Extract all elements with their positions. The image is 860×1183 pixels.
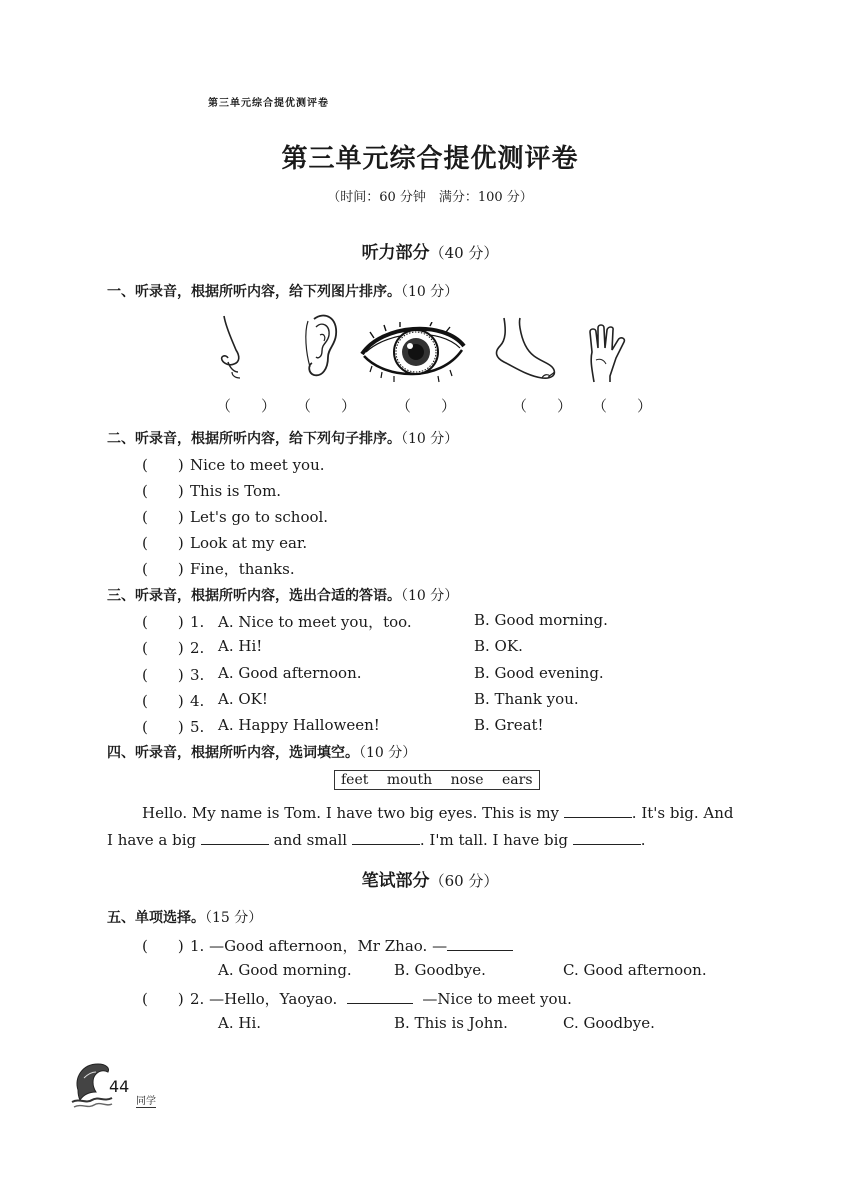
- dolphin-logo: [70, 1060, 114, 1110]
- q5-2-option-a[interactable]: A. Hi.: [218, 1014, 262, 1032]
- q1-answer-blank-4[interactable]: （ ）: [512, 397, 573, 415]
- q5-heading-text: 五、单项选择。: [107, 910, 205, 926]
- q4-text: . It's big. And: [631, 804, 734, 822]
- answer-paren[interactable]: ( ): [142, 613, 184, 631]
- q1-heading: [107, 281, 458, 301]
- q2-heading: [107, 428, 458, 448]
- answer-paren[interactable]: ( ): [142, 560, 184, 578]
- q3-item-number: 1.: [190, 613, 205, 631]
- answer-paren[interactable]: ( ): [142, 508, 184, 526]
- q1-answer-blank-5[interactable]: （ ）: [592, 397, 653, 415]
- word-box: feet mouth nose ears: [334, 770, 540, 790]
- writing-title: 笔试部分: [361, 871, 430, 891]
- q5-stem-text: 1. —Good afternoon，Mr Zhao. —: [190, 937, 448, 955]
- q1-answer-blank-2[interactable]: （ ）: [296, 397, 357, 415]
- q3-option-a[interactable]: A. OK!: [218, 690, 268, 708]
- fill-blank-2[interactable]: [201, 830, 269, 845]
- q1-heading-text: 一、听录音，根据所听内容，给下列图片排序。: [107, 284, 401, 300]
- writing-section-title: [0, 866, 860, 891]
- answer-paren[interactable]: ( ): [142, 456, 184, 474]
- q2-item: [142, 558, 295, 579]
- q3-item: [142, 611, 204, 632]
- q4-points: （10 分）: [359, 745, 417, 761]
- q5-2-option-b[interactable]: B. This is John.: [394, 1014, 508, 1032]
- q1-answer-blank-3[interactable]: （ ）: [396, 397, 457, 415]
- ear-icon: [302, 313, 340, 381]
- q3-option-a[interactable]: A. Good afternoon.: [218, 664, 362, 682]
- q1-points: （10 分）: [401, 284, 459, 300]
- q5-1-option-a[interactable]: A. Good morning.: [218, 961, 352, 979]
- footer-label: 同学: [136, 1092, 156, 1108]
- q3-item-number: 2.: [190, 639, 205, 657]
- q2-item-text: Fine，thanks.: [190, 560, 295, 578]
- q2-item: [142, 480, 281, 501]
- q5-stem-text: —Nice to meet you.: [422, 990, 572, 1008]
- q3-heading-text: 三、听录音，根据所听内容，选出合适的答语。: [107, 588, 401, 604]
- eye-icon: [360, 322, 466, 384]
- q4-text: . I'm tall. I have big: [419, 831, 573, 849]
- q3-item-number: 5.: [190, 718, 205, 736]
- q4-text: and small: [268, 831, 352, 849]
- q4-text: Hello. My name is Tom. I have two big eyes. This is my: [142, 804, 564, 822]
- q4-heading-text: 四、听录音，根据所听内容，选词填空。: [107, 745, 359, 761]
- q2-item-text: Look at my ear.: [190, 534, 308, 552]
- listening-points: （40 分）: [429, 244, 499, 262]
- answer-paren[interactable]: ( ): [142, 718, 184, 736]
- q2-item: [142, 454, 325, 475]
- q1-answer-blank-1[interactable]: （ ）: [216, 397, 277, 415]
- answer-paren[interactable]: ( ): [142, 666, 184, 684]
- q3-option-b[interactable]: B. Good morning.: [474, 611, 608, 629]
- answer-paren[interactable]: ( ): [142, 534, 184, 552]
- q3-item: [142, 690, 204, 711]
- q3-option-b[interactable]: B. Good evening.: [474, 664, 604, 682]
- q3-heading: [107, 585, 458, 605]
- q3-option-b[interactable]: B. Thank you.: [474, 690, 579, 708]
- writing-points: （60 分）: [429, 872, 499, 890]
- q3-option-a[interactable]: A. Nice to meet you，too.: [218, 613, 412, 631]
- q3-item-number: 4.: [190, 692, 205, 710]
- fill-blank-3[interactable]: [352, 830, 420, 845]
- q3-item: [142, 637, 204, 658]
- fill-blank-1[interactable]: [564, 803, 632, 818]
- q2-item-text: Nice to meet you.: [190, 456, 325, 474]
- q5-item-2-stem: [142, 988, 572, 1009]
- nose-icon: [214, 314, 250, 380]
- running-title: 第三单元综合提优测评卷: [208, 98, 329, 109]
- listening-section-title: [0, 238, 860, 263]
- q3-option-a[interactable]: A. Hi!: [218, 637, 263, 655]
- q3-option-b[interactable]: B. OK.: [474, 637, 523, 655]
- answer-paren[interactable]: ( ): [142, 482, 184, 500]
- q4-heading: [107, 742, 416, 762]
- q5-1-option-b[interactable]: B. Goodbye.: [394, 961, 486, 979]
- q4-text: I have a big: [107, 831, 201, 849]
- q4-paragraph-line-1: [142, 803, 734, 822]
- q5-item-1-stem: [142, 935, 513, 956]
- page-subtitle: （时间：60 分钟 满分：100 分）: [327, 190, 533, 205]
- hand-icon: [586, 324, 634, 384]
- q5-blank-1[interactable]: [447, 936, 513, 951]
- q5-1-option-c[interactable]: C. Good afternoon.: [563, 961, 707, 979]
- answer-paren[interactable]: ( ): [142, 692, 184, 710]
- q2-item: [142, 506, 328, 527]
- answer-paren[interactable]: ( ): [142, 639, 184, 657]
- fill-blank-4[interactable]: [573, 830, 641, 845]
- q2-item-text: Let's go to school.: [190, 508, 329, 526]
- q3-item-number: 3.: [190, 666, 205, 684]
- q2-heading-text: 二、听录音，根据所听内容，给下列句子排序。: [107, 431, 401, 447]
- page-number: 44: [109, 1077, 130, 1096]
- q5-points: （15 分）: [205, 910, 263, 926]
- q5-heading: [107, 907, 262, 927]
- q3-points: （10 分）: [401, 588, 459, 604]
- q2-item: [142, 532, 307, 553]
- q3-option-b[interactable]: B. Great!: [474, 716, 544, 734]
- page-title: 第三单元综合提优测评卷: [281, 144, 579, 174]
- answer-paren[interactable]: ( ): [142, 990, 184, 1008]
- q4-paragraph-line-2: [107, 830, 646, 849]
- q2-item-text: This is Tom.: [190, 482, 282, 500]
- q3-item: [142, 664, 204, 685]
- q2-points: （10 分）: [401, 431, 459, 447]
- q4-text: .: [640, 831, 646, 849]
- q3-item: [142, 716, 204, 737]
- q5-stem-text: 2. —Hello，Yaoyao.: [190, 990, 338, 1008]
- q3-option-a[interactable]: A. Happy Halloween!: [218, 716, 380, 734]
- q5-2-option-c[interactable]: C. Goodbye.: [563, 1014, 655, 1032]
- answer-paren[interactable]: ( ): [142, 937, 184, 955]
- foot-icon: [492, 316, 558, 382]
- q5-blank-2[interactable]: [347, 989, 413, 1004]
- listening-title: 听力部分: [361, 243, 430, 263]
